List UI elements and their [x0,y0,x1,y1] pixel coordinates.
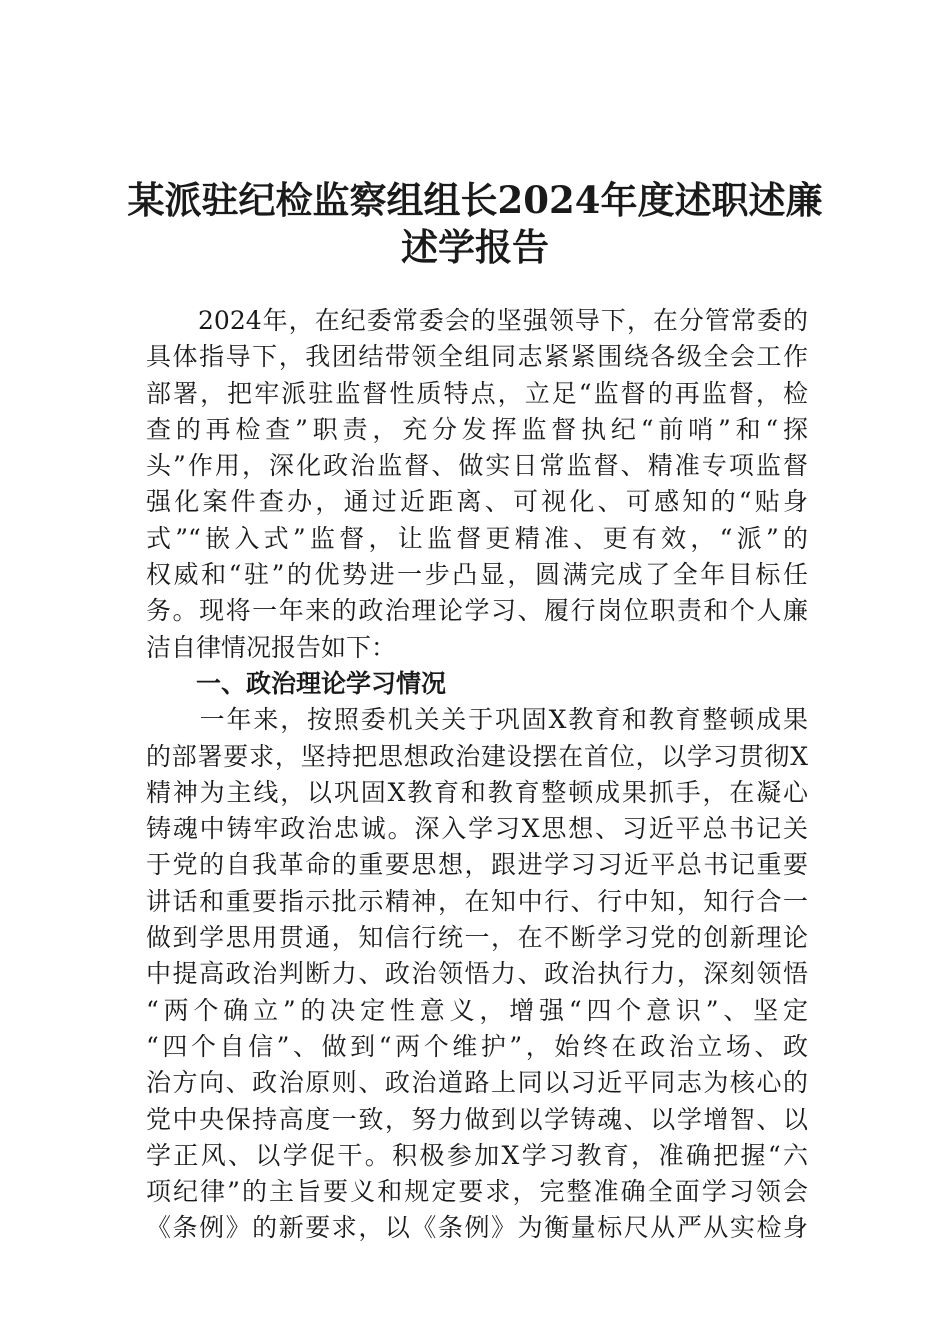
paragraph-line: 党中央保持高度一致，努力做到以学铸魂、以学增智、以 [146,1104,808,1134]
paragraph-line: 头”作用，深化政治监督、做实日常监督、精准专项监督 [146,451,808,481]
paragraph-line: 项纪律”的主旨要义和规定要求，完整准确全面学习领会 [146,1177,808,1207]
paragraph-line: 于党的自我革命的重要思想，跟进学习习近平总书记重要 [146,850,808,880]
document-title-line-1: 某派驻纪检监察组组长2024年度述职述廉 [127,178,823,222]
intro-paragraph [146,303,808,666]
paragraph-line: 洁自律情况报告如下： [146,632,397,662]
document-body [146,303,808,1247]
paragraph-line: “四个自信”、做到“两个维护”，始终在政治立场、政 [146,1031,808,1061]
paragraph-line: 权威和“驻”的优势进一步凸显，圆满完成了全年目标任 [146,560,808,590]
paragraph-line: 查的再检查”职责，充分发挥监督执纪“前哨”和“探 [146,414,808,444]
paragraph-line: 做到学思用贯通，知信行统一，在不断学习党的创新理论 [146,923,808,953]
section-1-paragraph [146,702,808,1246]
paragraph-line: 2024年，在纪委常委会的坚强领导下，在分管常委的 [146,306,808,335]
paragraph-line: 《条例》的新要求，以《条例》为衡量标尺从严从实检身 [146,1213,808,1243]
document-title-line-2: 述学报告 [401,225,549,269]
paragraph-line: 学正风、以学促干。积极参加X学习教育，准确把握“六 [146,1140,808,1170]
paragraph-line: 式”“嵌入式”监督，让监督更精准、更有效，“派”的 [146,523,808,553]
paragraph-line: 一年来，按照委机关关于巩固X教育和教育整顿成果 [146,705,808,735]
paragraph-line: 部署，把牢派驻监督性质特点，立足“监督的再监督，检 [146,378,808,408]
paragraph-line: 强化案件查办，通过近距离、可视化、可感知的“贴身 [146,487,808,517]
paragraph-line: 中提高政治判断力、政治领悟力、政治执行力，深刻领悟 [146,959,808,989]
paragraph-line: 铸魂中铸牢政治忠诚。深入学习X思想、习近平总书记关 [146,814,808,844]
paragraph-line: 讲话和重要指示批示精神，在知中行、行中知，知行合一 [146,886,808,916]
paragraph-line: 务。现将一年来的政治理论学习、履行岗位职责和个人廉 [146,596,808,626]
paragraph-line: 具体指导下，我团结带领全组同志紧紧围绕各级全会工作 [146,342,808,372]
paragraph-line: “两个确立”的决定性意义，增强“四个意识”、坚定 [146,995,808,1025]
paragraph-line: 精神为主线，以巩固X教育和教育整顿成果抓手，在凝心 [146,777,808,807]
paragraph-line: 治方向、政治原则、政治道路上同以习近平同志为核心的 [146,1068,808,1098]
section-heading: 一、政治理论学习情况 [196,668,447,698]
paragraph-line: 的部署要求，坚持把思想政治建设摆在首位，以学习贯彻X [146,741,808,771]
